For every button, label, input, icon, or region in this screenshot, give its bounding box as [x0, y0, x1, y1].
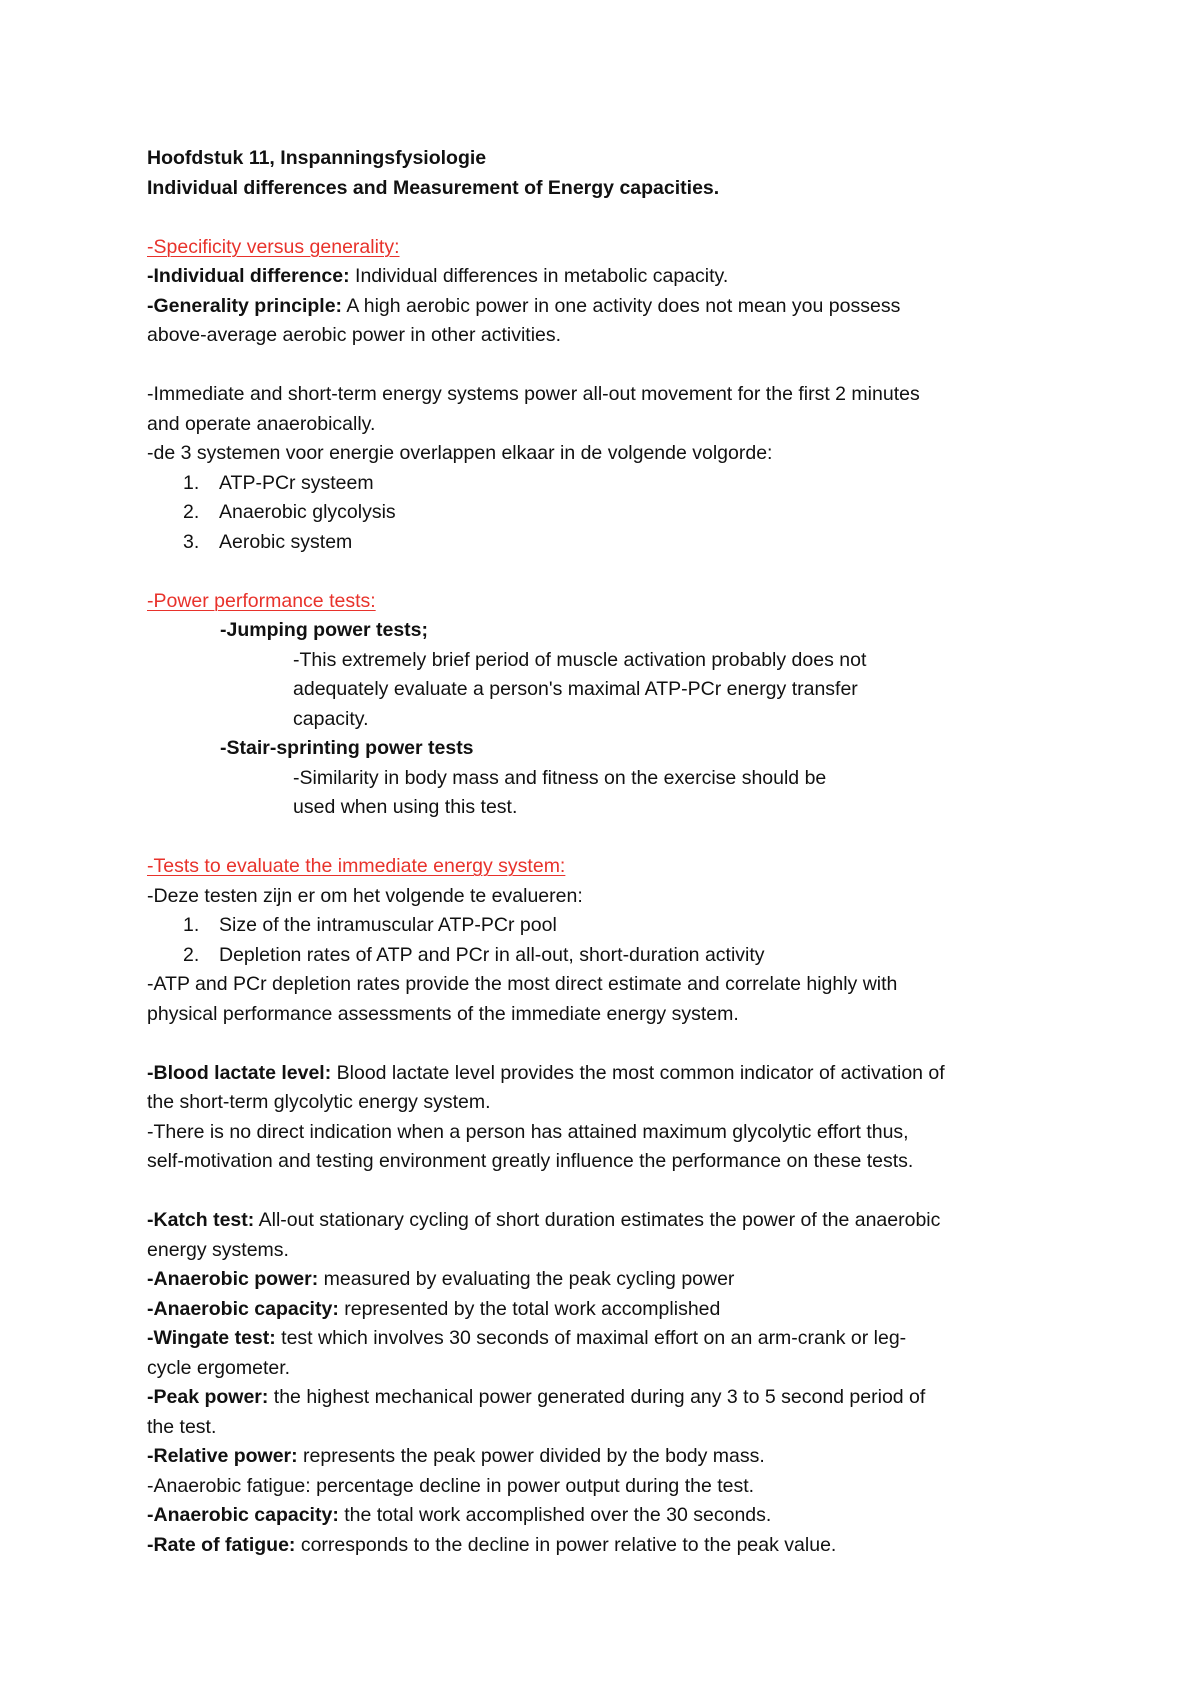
definition-katch-test — [147, 1206, 1077, 1236]
definition-generality-principle — [147, 292, 1077, 322]
paragraph-line: cycle ergometer. — [147, 1356, 291, 1379]
list-text: Size of the intramuscular ATP-PCr pool — [219, 914, 557, 936]
section-heading-specificity — [147, 233, 1077, 263]
list-text: ATP-PCr systeem — [219, 471, 374, 494]
heading-text: -Tests to evaluate the immediate energy system: — [147, 855, 566, 877]
heading-text: -Specificity versus generality: — [147, 235, 400, 258]
list-item — [147, 469, 1077, 499]
paragraph-line: adequately evaluate a person's maximal ATP-PCr energy transfer — [293, 678, 858, 700]
paragraph-line: -Deze testen zijn er om het volgende te evalueren: — [147, 884, 583, 907]
paragraph-line: the short-term glycolytic energy system. — [147, 1091, 491, 1113]
definition-wingate-test — [147, 1324, 1077, 1354]
definition-individual-difference — [147, 262, 1077, 292]
term: -Anaerobic capacity: — [147, 1504, 339, 1526]
definition-text: measured by evaluating the peak cycling power — [318, 1268, 735, 1290]
paragraph-line: used when using this test. — [293, 796, 518, 818]
list-number: 1. — [183, 914, 200, 936]
definition-text: test which involves 30 seconds of maximal effort on an arm-crank or leg- — [275, 1327, 907, 1349]
term: -Individual difference: — [147, 265, 350, 287]
list-text: Depletion rates of ATP and PCr in all-out, short-duration activity — [219, 943, 765, 966]
spacer — [147, 1177, 1077, 1207]
paragraph-line: -This extremely brief period of muscle activation probably does not — [293, 648, 867, 671]
definition-relative-power — [147, 1442, 1077, 1472]
term: -Jumping power tests; — [220, 619, 429, 641]
definition-text: the total work accomplished over the 30 seconds. — [338, 1504, 772, 1526]
list-number: 1. — [183, 471, 200, 494]
paragraph-line: -There is no direct indication when a person has attained maximum glycolytic effort thus, — [147, 1120, 909, 1143]
term: -Relative power: — [147, 1445, 298, 1467]
paragraph-line: -ATP and PCr depletion rates provide the most direct estimate and correlate highly with — [147, 973, 898, 995]
definition-peak-power — [147, 1383, 1077, 1413]
paragraph-line: -de 3 systemen voor energie overlappen elkaar in de volgende volgorde: — [147, 442, 773, 464]
paragraph-line: above-average aerobic power in other activities. — [147, 324, 562, 346]
definition-text: Individual differences in metabolic capacity. — [349, 265, 729, 287]
definition-text: Blood lactate level provides the most common indicator of activation of — [331, 1061, 945, 1084]
subheading-jumping — [147, 616, 1077, 646]
list-item — [147, 498, 1077, 528]
list-item — [147, 528, 1077, 558]
paragraph-line: energy systems. — [147, 1238, 289, 1261]
paragraph-line: self-motivation and testing environment greatly influence the performance on these tests. — [147, 1150, 914, 1172]
definition-text: All-out stationary cycling of short duration estimates the power of the anaerobic — [254, 1209, 941, 1231]
list-item — [147, 941, 1077, 971]
term: -Stair-sprinting power tests — [220, 737, 474, 759]
definition-rate-of-fatigue — [147, 1531, 1077, 1561]
list-number: 2. — [183, 943, 200, 966]
spacer — [147, 351, 1077, 381]
term: -Anaerobic capacity: — [147, 1297, 339, 1320]
definition-anaerobic-capacity — [147, 1295, 1077, 1325]
term: -Katch test: — [147, 1209, 255, 1231]
definition-text: represented by the total work accomplished — [338, 1297, 721, 1320]
list-item — [147, 911, 1077, 941]
definition-blood-lactate — [147, 1059, 1077, 1089]
list-text: Aerobic system — [219, 530, 353, 553]
term: -Blood lactate level: — [147, 1061, 332, 1084]
term: -Generality principle: — [147, 294, 343, 317]
paragraph-line: the test. — [147, 1415, 217, 1438]
definition-anaerobic-power — [147, 1265, 1077, 1295]
document-title: Hoofdstuk 11, Inspanningsfysiologie — [147, 147, 487, 169]
definition-text: corresponds to the decline in power relative to the peak value. — [295, 1533, 837, 1556]
paragraph-line: and operate anaerobically. — [147, 412, 376, 435]
section-heading-power-tests — [147, 587, 1077, 617]
subheading-stair-sprinting — [147, 734, 1077, 764]
definition-text: the highest mechanical power generated during any 3 to 5 second period of — [268, 1386, 926, 1408]
term: -Anaerobic power: — [147, 1268, 319, 1290]
term: -Wingate test: — [147, 1327, 276, 1349]
spacer — [147, 203, 1077, 233]
term: -Peak power: — [147, 1386, 269, 1408]
paragraph-line: capacity. — [293, 707, 369, 730]
heading-text: -Power performance tests: — [147, 589, 376, 612]
section-heading-immediate-tests — [147, 852, 1077, 882]
list-number: 3. — [183, 530, 200, 553]
definition-text: A high aerobic power in one activity does not mean you possess — [342, 294, 901, 317]
definition-anaerobic-capacity-2 — [147, 1501, 1077, 1531]
paragraph-line: -Similarity in body mass and fitness on the exercise should be — [293, 766, 827, 789]
term: -Rate of fatigue: — [147, 1533, 296, 1556]
paragraph-line: -Immediate and short-term energy systems power all-out movement for the first 2 minutes — [147, 383, 920, 405]
definition-anaerobic-fatigue: -Anaerobic fatigue: percentage decline in power output during the test. — [147, 1474, 755, 1497]
spacer — [147, 557, 1077, 587]
list-text: Anaerobic glycolysis — [219, 501, 396, 523]
definition-text: represents the peak power divided by the body mass. — [297, 1445, 765, 1467]
list-number: 2. — [183, 501, 200, 523]
spacer — [147, 1029, 1077, 1059]
document-subtitle: Individual differences and Measurement of Energy capacities. — [147, 176, 720, 199]
spacer — [147, 823, 1077, 853]
document-page — [147, 144, 1077, 1560]
paragraph-line: physical performance assessments of the immediate energy system. — [147, 1002, 739, 1025]
